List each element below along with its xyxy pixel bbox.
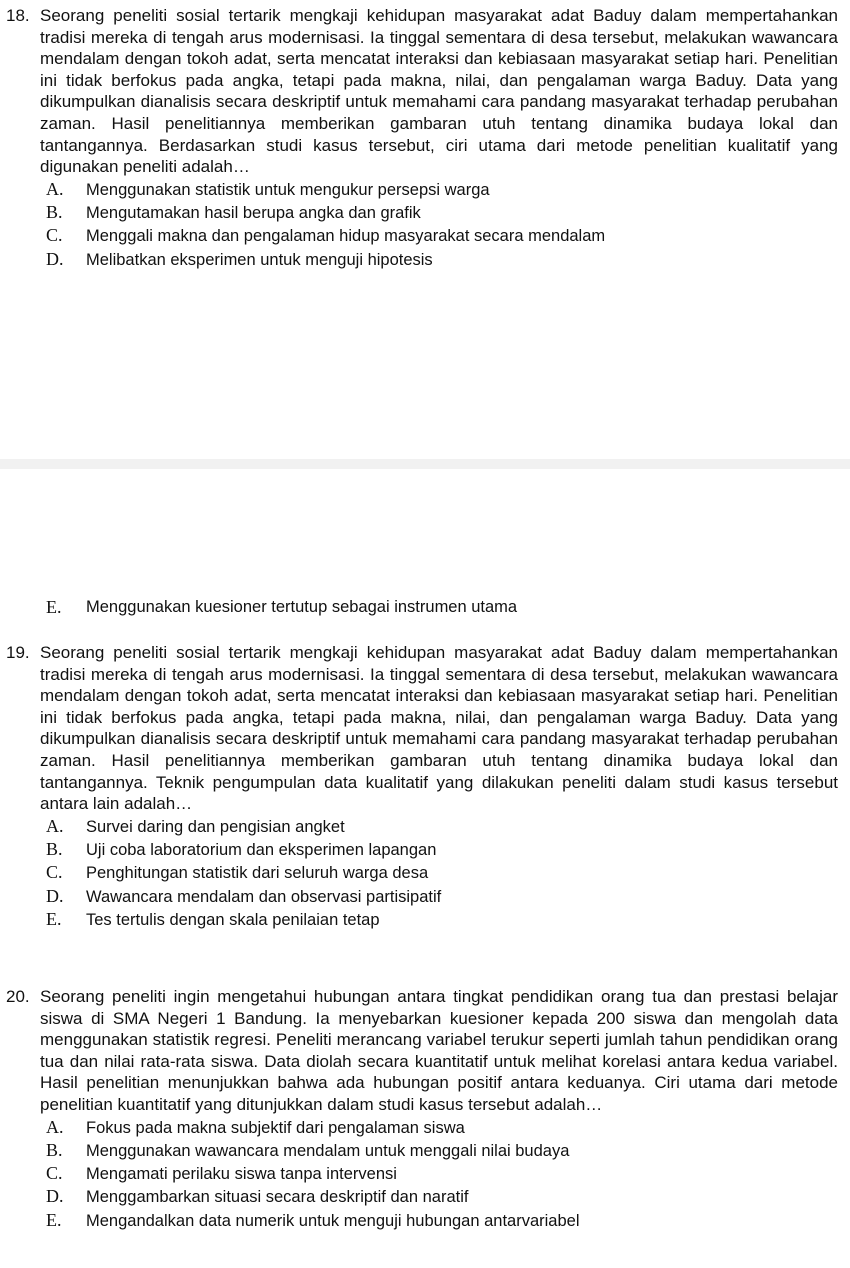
option-letter: A.: [46, 178, 64, 199]
option-text: Tes tertulis dengan skala penilaian tetap: [86, 910, 380, 929]
question-number: 20.: [6, 987, 30, 1006]
option-d[interactable]: [6, 248, 838, 271]
option-text: Menggunakan statistik untuk mengukur persepsi warga: [86, 180, 490, 199]
option-a[interactable]: [6, 815, 838, 838]
answer-options: [6, 178, 838, 271]
option-text: Menggunakan wawancara mendalam untuk menggali nilai budaya: [86, 1141, 570, 1160]
question-19-header: [6, 642, 838, 815]
option-e[interactable]: [6, 596, 838, 619]
option-letter: E.: [46, 908, 62, 929]
question-18: [6, 5, 838, 271]
question-stem: Seorang peneliti sosial tertarik mengkaji kehidupan masyarakat adat Baduy dalam mempertahankan tradisi mereka di tengah arus modernisasi. Ia tinggal sementara di desa tersebut, melakukan wawancara mendalam dengan tokoh adat, serta mencatat interaksi dan kebiasaan masyarakat setiap hari. Penelitian ini tidak berfokus pada angka, tetapi pada makna, nilai, dan pengalaman warga Baduy. Data yang dikumpulkan dianalisis secara deskriptif untuk memahami cara pandang masyarakat terhadap perubahan zaman. Hasil penelitiannya memberikan gambaran utuh tentang dinamika budaya lokal dan tantangannya. Teknik pengumpulan data kualitatif yang dilakukan peneliti dalam studi kasus tersebut antara lain adalah…: [40, 643, 838, 814]
option-e[interactable]: [6, 1209, 838, 1232]
option-letter: C.: [46, 1163, 63, 1184]
option-c[interactable]: [6, 861, 838, 884]
option-letter: C.: [46, 225, 63, 246]
question-number: 19.: [6, 643, 30, 662]
option-letter: E.: [46, 597, 62, 617]
option-letter: D.: [46, 885, 64, 906]
option-text: Uji coba laboratorium dan eksperimen lapangan: [86, 841, 437, 860]
option-text: Menggambarkan situasi secara deskriptif dan naratif: [86, 1188, 469, 1207]
option-letter: A.: [46, 1116, 64, 1137]
option-a[interactable]: [6, 178, 838, 201]
option-d[interactable]: [6, 1185, 838, 1208]
option-e[interactable]: [6, 908, 838, 931]
question-stem: Seorang peneliti ingin mengetahui hubungan antara tingkat pendidikan orang tua dan prestasi belajar siswa di SMA Negeri 1 Bandung. Ia menyebarkan kuesioner kepada 200 siswa dan mengolah data menggunakan statistik regresi. Peneliti merancang variabel terukur seperti jumlah tahun pendidikan orang tua dan nilai rata-rata siswa. Data diolah secara kuantitatif untuk melihat korelasi antara kedua variabel. Hasil penelitian menunjukkan bahwa ada hubungan positif antara keduanya. Ciri utama dari metode penelitian kuantitatif yang ditunjukkan dalam studi kasus tersebut adalah…: [40, 987, 838, 1114]
question-19: [6, 642, 838, 931]
option-letter: B.: [46, 839, 63, 860]
question-number: 18.: [6, 6, 30, 25]
answer-options: [6, 815, 838, 931]
question-18-header: [6, 5, 838, 178]
option-d[interactable]: [6, 885, 838, 908]
option-b[interactable]: [6, 1139, 838, 1162]
option-a[interactable]: [6, 1116, 838, 1139]
answer-options: [6, 1116, 838, 1232]
option-c[interactable]: [6, 224, 838, 247]
option-text: Mengamati perilaku siswa tanpa intervensi: [86, 1165, 397, 1184]
question-20: [6, 986, 838, 1232]
option-letter: D.: [46, 1186, 64, 1207]
option-text: Mengutamakan hasil berupa angka dan grafik: [86, 204, 421, 223]
option-text: Melibatkan eksperimen untuk menguji hipotesis: [86, 250, 433, 269]
option-c[interactable]: [6, 1162, 838, 1185]
option-letter: C.: [46, 862, 63, 883]
option-text: Survei daring dan pengisian angket: [86, 817, 345, 836]
question-18-continued: [6, 596, 838, 619]
page-break-divider: [0, 459, 850, 469]
option-b[interactable]: [6, 838, 838, 861]
option-letter: A.: [46, 815, 64, 836]
option-text: Menggali makna dan pengalaman hidup masyarakat secara mendalam: [86, 227, 606, 246]
question-stem: Seorang peneliti sosial tertarik mengkaji kehidupan masyarakat adat Baduy dalam mempertahankan tradisi mereka di tengah arus modernisasi. Ia tinggal sementara di desa tersebut, melakukan wawancara mendalam dengan tokoh adat, serta mencatat interaksi dan kebiasaan masyarakat setiap hari. Penelitian ini tidak berfokus pada angka, tetapi pada makna, nilai, dan pengalaman warga Baduy. Data yang dikumpulkan dianalisis secara deskriptif untuk memahami cara pandang masyarakat terhadap perubahan zaman. Hasil penelitiannya memberikan gambaran utuh tentang dinamika budaya lokal dan tantangannya. Berdasarkan studi kasus tersebut, ciri utama dari metode penelitian kualitatif yang digunakan peneliti adalah…: [40, 6, 838, 177]
option-text: Fokus pada makna subjektif dari pengalaman siswa: [86, 1118, 465, 1137]
option-letter: E.: [46, 1209, 62, 1230]
question-20-header: [6, 986, 838, 1116]
option-letter: B.: [46, 1139, 63, 1160]
option-letter: B.: [46, 202, 63, 223]
option-text: Menggunakan kuesioner tertutup sebagai instrumen utama: [86, 598, 518, 616]
answer-options: [6, 596, 838, 619]
option-text: Mengandalkan data numerik untuk menguji hubungan antarvariabel: [86, 1211, 580, 1230]
option-text: Wawancara mendalam dan observasi partisipatif: [86, 887, 442, 906]
option-letter: D.: [46, 248, 64, 269]
option-b[interactable]: [6, 201, 838, 224]
option-text: Penghitungan statistik dari seluruh warga desa: [86, 864, 429, 883]
